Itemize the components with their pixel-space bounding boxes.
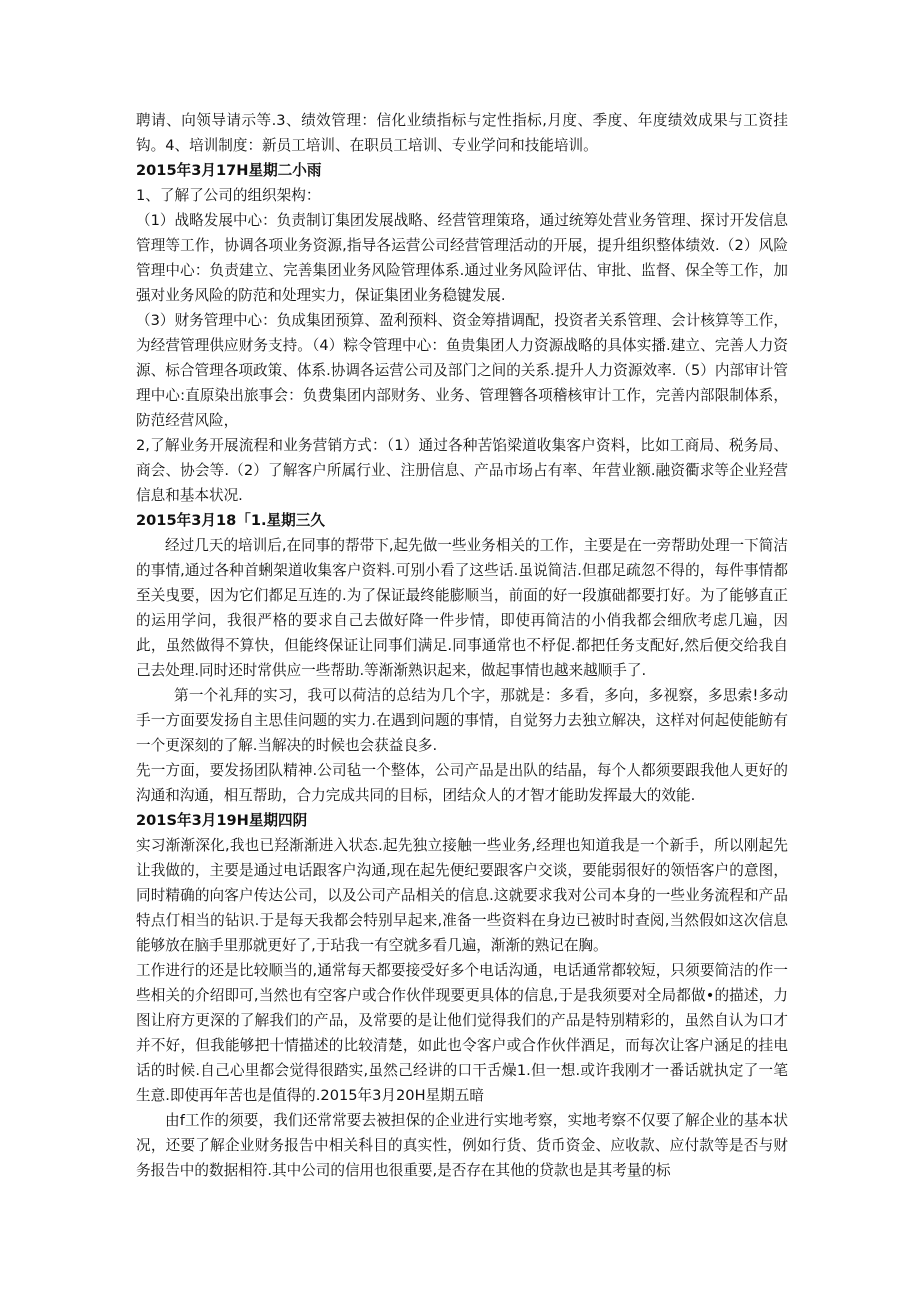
paragraph: 实习渐渐深化,我也已羟渐渐进入状态.起先独立接触一些业务,经理也知道我是一个新手，所以刚起先让我做的，主要是通过电话跟客户沟通,现在起先便纪要跟客户交谈，要能弱很好的领悟客户的意图，同时精确的向客户传达公司，以及公司产品相关的信息.这就要求我对公司本身的一些业务流程和产品特点仃相当的钻识.于是每天我都会特别早起来,准备一些资料在身边已被时时查阅,当然假如这次信息能够放在脑手里那就更好了,于玷我一有空就多看几遍，渐渐的熟记在胸。 — [136, 837, 788, 954]
date-heading: 2015年3月18「1.星期三久 — [136, 512, 325, 529]
paragraph: 聘请、向领导请示等.3、绩效管理：信化业绩指标与定性指标,月度、季度、年度绩效成果与工资挂钩。4、培训制度：新员工培训、在职员工培训、专业学问和技能培训。 — [136, 112, 788, 154]
paragraph: 先一方面，要发扬团队精神.公司毡一个整体，公司产品是出队的结晶，每个人都须要跟我他人更好的沟通和沟通，相互帮助，合力完成共同的目标，团结众人的才智才能助发挥最大的效能. — [136, 762, 788, 804]
paragraph: 工作进行的还是比较顺当的,通常每天都要接受好多个电话沟通，电话通常都较短，只须要简洁的作一些相关的介绍即可,当然也有空客户或合作伙伴现要更具体的信息,于是我须要对全局都做•的描述，力图让府方更深的了解我们的产品，及常要的是让他们觉得我们的产品是特别精彩的，虽然自认为口才并不好，但我能够把十情描述的比较清楚，如此也令客户或合作伙伴酒足，而每次让客户涵足的挂电话的时候.自己心里都会觉得很踏实,虽然己经讲的口干舌燥1.但一想.或许我刚才一番话就执定了一笔生意.即使再年苦也是值得的.2015年3月20H星期五暗 — [136, 962, 788, 1104]
date-heading: 2015年3月17H星期二小雨 — [136, 162, 322, 179]
paragraph: （3）财务管理中心：负成集团预算、盈利预料、资金筹措调配，投资者关系管理、会计核算等工作，为经营管理供应财务支持。（4）粽令管理中心：鱼贵集团人力资源战略的具体实播.建立、完善人力资源、标合管理各项政策、体系.协调各运营公司及部门之间的关系.提升人力资源效率.（5）内部审计管理中心:直原染出旅事会：负费集团内部财务、业务、管理簪各项稽核审计工作，完善内部限制体系，防范经营风险， — [136, 312, 788, 429]
paragraph: 由f工作的须要，我们还常常要去被担保的企业进行实地考察，实地考察不仅要了解企业的基本状况，还要了解企业财务报告中相关科目的真实性，例如行货、货币资金、应收款、应付款等是否与财务报告中的数据相符.其中公司的信用也很重要,是否存在其他的贷款也是其考量的标 — [136, 1112, 788, 1179]
paragraph: 2,了解业务开展流程和业务营销方式：（1）通过各种苦馅梁道收集客户资料，比如工商局、税务局、商会、协会等.（2）了解客户所属行业、注册信息、产品市场占有率、年营业额.融资衢求等企业羟营信息和基本状况. — [136, 437, 788, 504]
date-heading: 201S年3月19H星期四阴 — [136, 812, 308, 829]
paragraph: 第一个礼拜的实习，我可以荷洁的总结为几个字，那就是：多看，多向，多视察，多思索!多动手一方面要发扬自主思佳问题的实力.在遇到问题的事情，自觉努力去独立解决，这样对何起使能鲂有一个更深刻的了解.当解决的时候也会获益良多. — [136, 687, 788, 754]
paragraph: 经过几天的培训后,在同事的帮带下,起先做一些业务相关的工作，主要是在一旁帮助处理一下简洁的事情,通过各种首蜊架道收集客户资料.可别小看了这些话.虽说简洁.但郡足疏忽不得的，每件事情都至关曳要，因为它们都足互连的.为了保证最终能膨顺当，前面的好一段旗础都要打好。为了能够直正的运用学问，我很严格的要求自己去做好降一件步情，即使再简洁的小俏我都会细欣考虑几遍，因此，虽然做得不算快，但能终保证让同事们满足.同事通常也不杼促.都把任务支配好,然后便交给我自己去处理.同时还时常供应一些帮助.等渐渐熟识起来，做起事情也越来越顺手了. — [136, 537, 788, 679]
paragraph: 1、了解了公司的组织架构： — [136, 187, 321, 204]
paragraph: （1）战略发展中心：负责制订集团发展战略、经营管理策珞，通过统筹处营业务管理、探讨开发信息管理等工作，协调各项业务资源,指导各运营公司经营管理活动的开展，提升组织整体绩效.（2）风险管理中心：负责建立、完善集团业务风险管理体系.通过业务风险评估、审批、监督、保全等工作，加强对业务风险的防范和处理实力，保证集团业务稳键发展. — [136, 212, 788, 304]
